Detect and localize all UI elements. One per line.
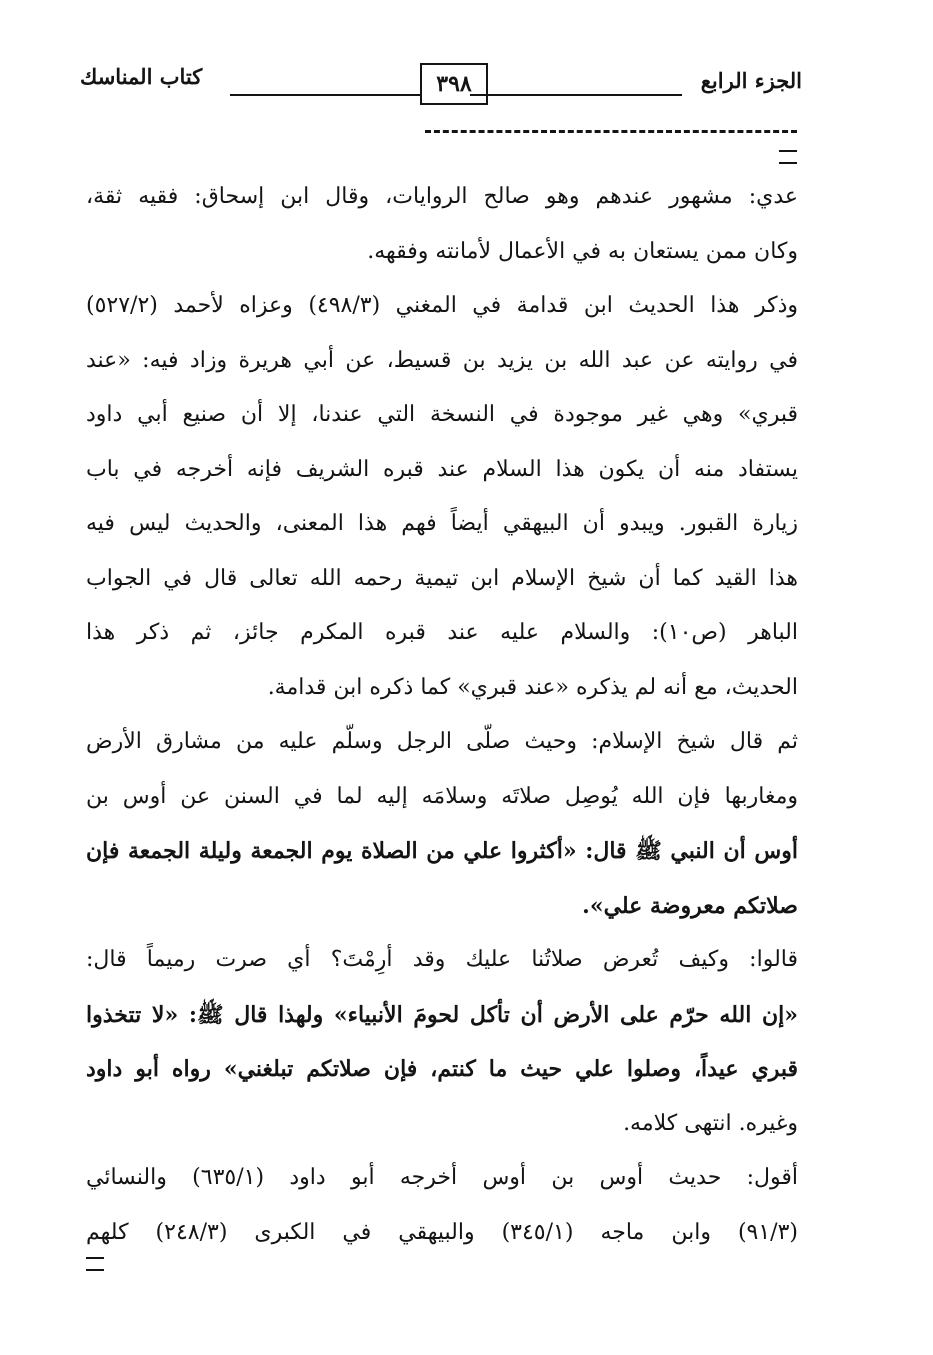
body-text — [86, 170, 798, 1260]
text-line-quote: صلاتكم معروضة علي». — [582, 892, 798, 919]
book-label: كتاب المناسك — [80, 64, 203, 89]
text-line: وكان ممن يستعان به في الأعمال لأمانته وفقهه. — [367, 238, 798, 264]
text-line-quote: أوس أن النبي ﷺ قال: «أكثروا علي من الصلاة يوم الجمعة وليلة الجمعة فإن — [86, 838, 798, 864]
header-rule-left — [230, 94, 422, 96]
text-line: ثم قال شيخ الإسلام: وحيث صلّى الرجل وسلّم عليه من مشارق الأرض — [86, 729, 798, 754]
text-line: هذا القيد كما أن شيخ الإسلام ابن تيمية رحمه الله تعالى قال في الجواب — [86, 565, 798, 591]
header-rule-right — [470, 94, 682, 96]
text-line: قبري» وهي غير موجودة في النسخة التي عندنا، إلا أن صنيع أبي داود — [86, 402, 798, 427]
text-line-quote: «إن الله حرّم على الأرض أن تأكل لحومَ الأنبياء» ولهذا قال ﷺ: «لا تتخذوا — [86, 1001, 798, 1028]
text-line: (٩١/٣) وابن ماجه (٣٤٥/١) والبيهقي في الكبرى (٢٤٨/٣) كلهم — [86, 1219, 798, 1245]
text-line: وغيره. انتهى كلامه. — [623, 1110, 798, 1136]
text-line: عدي: مشهور عندهم وهو صالح الروايات، وقال ابن إسحاق: فقيه ثقة، — [86, 184, 798, 209]
text-line: يستفاد منه أن يكون هذا السلام عند قبره الشريف فإنه أخرجه في باب — [86, 456, 798, 482]
running-header — [80, 60, 802, 110]
text-line: الباهر (ص١٠): والسلام عليه عند قبره المكرم جائز، ثم ذكر هذا — [86, 620, 798, 645]
continuation-mark-top — [779, 150, 797, 164]
text-line: قالوا: وكيف تُعرض صلاتُنا عليك وقد أرِمْتَ؟ أي صرت رميماً قال: — [86, 947, 798, 972]
header-dashed-rule — [425, 130, 797, 133]
continuation-mark-bottom — [86, 1257, 104, 1271]
text-line: ومغاربها فإن الله يُوصِل صلاتَه وسلامَه إليه لما في السنن عن أوس بن — [86, 783, 798, 809]
text-line: أقول: حديث أوس بن أوس أخرجه أبو داود (٦٣٥/١) والنسائي — [86, 1165, 798, 1190]
text-line: وذكر هذا الحديث ابن قدامة في المغني (٤٩٨/٣) وعزاه لأحمد (٥٢٧/٢) — [86, 293, 798, 318]
text-line: في روايته عن عبد الله بن يزيد بن قسيط، عن أبي هريرة وزاد فيه: «عند — [86, 347, 798, 373]
text-line-quote: قبري عيداً، وصلوا علي حيث ما كنتم، فإن صلاتكم تبلغني» رواه أبو داود — [86, 1056, 798, 1082]
text-line: الحديث، مع أنه لم يذكره «عند قبري» كما ذكره ابن قدامة. — [267, 674, 798, 700]
volume-label: الجزء الرابع — [700, 68, 802, 93]
text-line: زيارة القبور. ويبدو أن البيهقي أيضاً فهم هذا المعنى، والحديث ليس فيه — [86, 511, 798, 536]
page-number: ٣٩٨ — [420, 63, 488, 105]
